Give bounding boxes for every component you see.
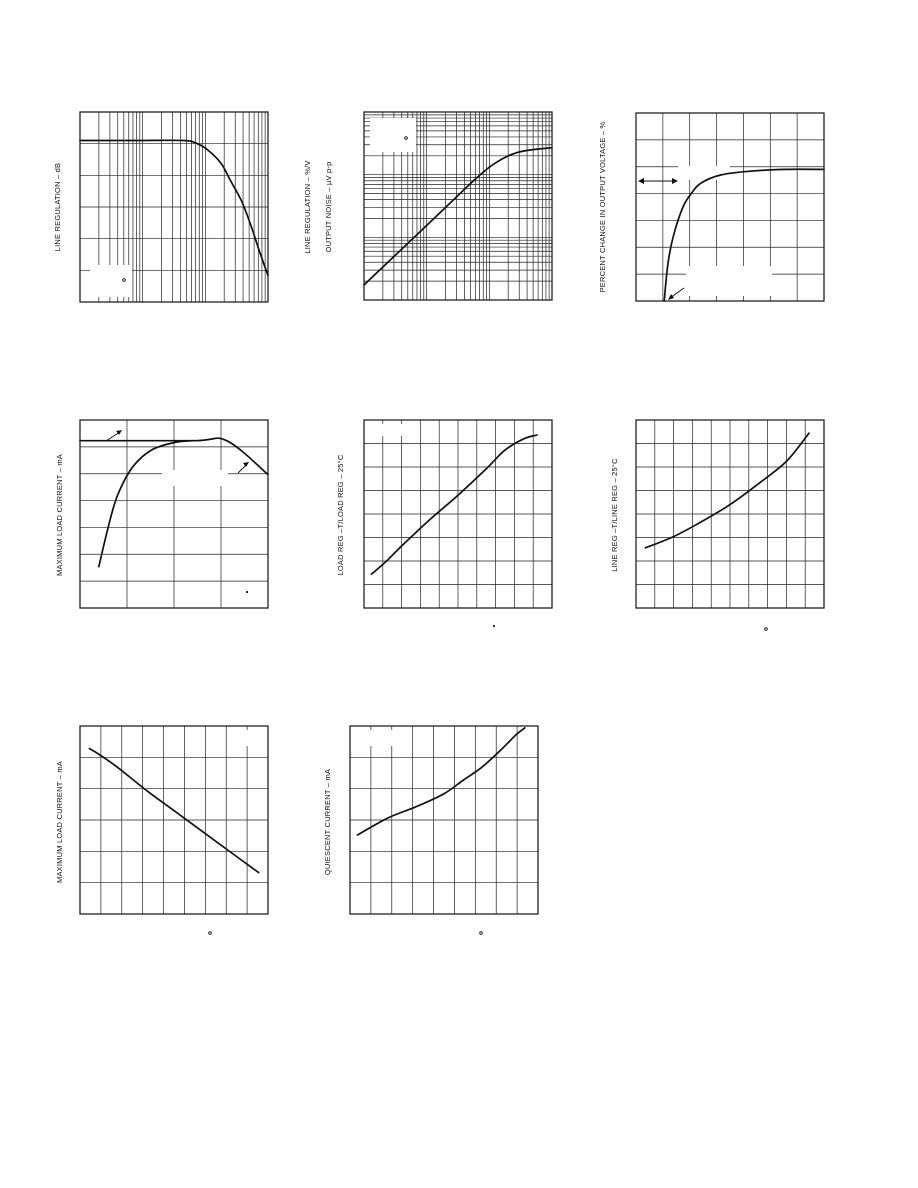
label-box — [686, 266, 772, 296]
degree-mark — [493, 625, 495, 627]
label-box — [230, 730, 262, 746]
y-axis-label: LOAD REG –T/LOAD REG – 25°C — [336, 454, 345, 576]
series-line-1 — [80, 140, 268, 275]
degree-mark — [246, 591, 248, 593]
degree-mark — [765, 628, 768, 631]
arrowhead-icon — [243, 462, 249, 467]
y-axis-label: MAXIMUM LOAD CURRENT – mA — [55, 761, 64, 883]
y-axis-label-secondary: OUTPUT NOISE – µV p-p — [324, 161, 333, 253]
series-line-1 — [364, 148, 552, 285]
chart-5 — [336, 420, 552, 608]
series-line-1 — [372, 435, 538, 574]
arrowhead-icon — [638, 178, 644, 184]
arrowhead-icon — [668, 294, 674, 300]
series-line-1 — [99, 441, 193, 567]
chart-8 — [323, 726, 538, 914]
arrowhead-icon — [672, 178, 678, 184]
y-axis-label: LINE REGULATION – dB — [53, 162, 62, 252]
y-axis-label: MAXIMUM LOAD CURRENT – mA — [55, 454, 64, 576]
chart-4 — [55, 420, 268, 608]
chart-2 — [303, 112, 552, 300]
chart-6 — [610, 420, 824, 608]
y-axis-label: QUIESCENT CURRENT – mA — [323, 768, 332, 876]
legend-box — [370, 118, 416, 152]
y-axis-label: LINE REGULATION – %/V — [303, 160, 312, 254]
label-box — [366, 730, 400, 746]
label-box — [380, 424, 408, 436]
chart-7 — [55, 726, 268, 914]
degree-mark — [480, 932, 483, 935]
label-box — [678, 166, 730, 180]
legend-box — [90, 265, 132, 297]
y-axis-label: PERCENT CHANGE IN OUTPUT VOLTAGE – % — [598, 121, 607, 293]
label-box — [162, 470, 228, 486]
series-line-1 — [89, 749, 258, 873]
y-axis-label: LINE REG –T/LINE REG – 25°C — [610, 458, 619, 572]
degree-mark — [209, 932, 212, 935]
